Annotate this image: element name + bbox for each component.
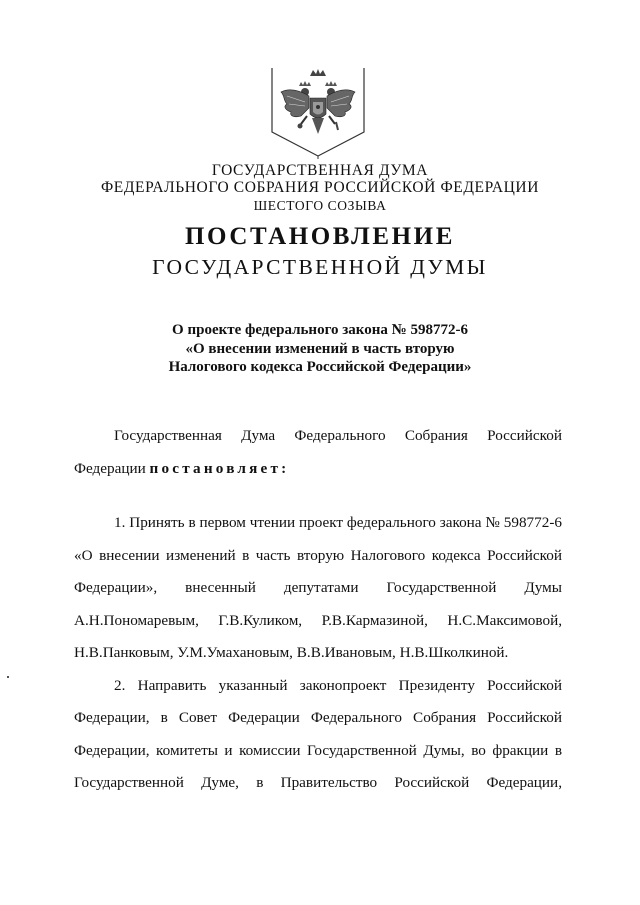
- scan-artifact: [7, 676, 9, 678]
- item-2-line: Государственной Думе, в Правительство Российской Федерации,: [74, 774, 562, 791]
- document-title: ПОСТАНОВЛЕНИЕ: [184, 223, 456, 250]
- item-1-line: Федерации», внесенный депутатами Государственной Думы: [74, 579, 562, 596]
- item-1-line: «О внесении изменений в часть вторую Налогового кодекса Российской: [74, 546, 562, 564]
- item-1-line: 1. Принять в первом чтении проект федерального закона № 598772-6: [114, 514, 562, 531]
- org-line-federal-assembly: ФЕДЕРАЛЬНОГО СОБРАНИЯ РОССИЙСКОЙ ФЕДЕРАЦИИ: [100, 179, 540, 196]
- document-body: [74, 426, 562, 806]
- item-1-line: А.Н.Пономаревым, Г.В.Куликом, Р.В.Кармазиной, Н.С.Максимовой,: [74, 611, 562, 629]
- subject-line: О проекте федерального закона № 598772-6: [172, 322, 468, 338]
- coat-of-arms-emblem: [269, 66, 367, 160]
- preamble-prefix: Федерации: [74, 459, 146, 477]
- resolution-subject: [0, 321, 640, 377]
- item-2-line: Федерации, в Совет Федерации Федерального Собрания Российской: [74, 709, 562, 726]
- item-2-line: Федерации, комитеты и комиссии Государственной Думы, во фракции в: [74, 741, 562, 759]
- org-line-duma: ГОСУДАРСТВЕННАЯ ДУМА: [211, 162, 429, 179]
- subject-line: «О внесении изменений в часть вторую: [185, 340, 455, 357]
- preamble-line: [74, 459, 562, 492]
- item-2-line: 2. Направить указанный законопроект Президенту Российской: [114, 676, 562, 694]
- double-headed-eagle-icon: [269, 66, 367, 160]
- document-subtitle: ГОСУДАРСТВЕННОЙ ДУМЫ: [152, 255, 488, 279]
- item-1-line: Н.В.Панковым, У.М.Умахановым, В.В.Ивановым, Н.В.Школкиной.: [74, 644, 509, 661]
- paragraph-gap: [74, 491, 562, 513]
- subject-line: Налогового кодекса Российской Федерации»: [168, 359, 472, 375]
- preamble-line: Государственная Дума Федерального Собрания Российской: [114, 427, 562, 444]
- resolves-word: постановляет:: [149, 459, 290, 477]
- org-line-convocation: ШЕСТОГО СОЗЫВА: [253, 198, 387, 213]
